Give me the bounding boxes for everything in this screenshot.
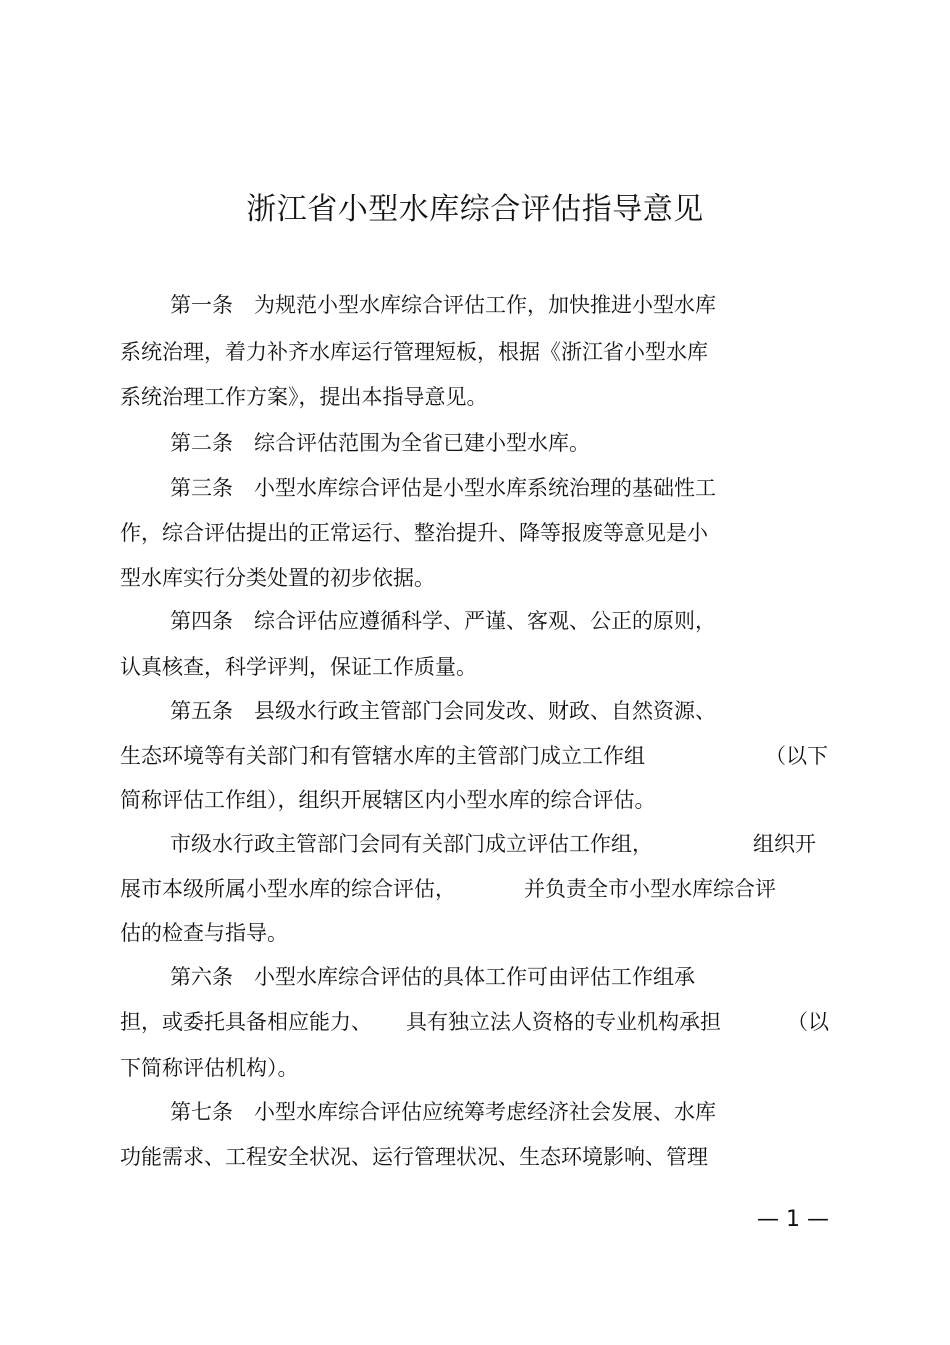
article-7-line-2: 功能需求、工程安全状况、运行管理状况、生态环境影响、管理 (120, 1145, 708, 1169)
article-6-line-3: 下简称评估机构）。 (120, 1056, 299, 1080)
paragraph-municipal-line-1: 市级水行政主管部门会同有关部门成立评估工作组， (170, 832, 653, 856)
article-5-line-3: 简称评估工作组），组织开展辖区内小型水库的综合评估。 (120, 788, 656, 812)
article-6-line-1: 第六条 小型水库综合评估的具体工作可由评估工作组承 (170, 965, 695, 989)
article-5-line-1: 第五条 县级水行政主管部门会同发改、财政、自然资源、 (170, 699, 716, 723)
article-4-line-1: 第四条 综合评估应遵循科学、严谨、客观、公正的原则， (170, 609, 716, 633)
article-6-line-2: 担，或委托具备相应能力、 (120, 1010, 372, 1034)
article-2-line-1: 第二条 综合评估范围为全省已建小型水库。 (170, 431, 590, 455)
paragraph-municipal-line-1-end: 组织开 (753, 832, 816, 856)
page-number: — 1 — (757, 1207, 829, 1232)
article-6-line-2-middle: 具有独立法人资格的专业机构承担 (406, 1010, 721, 1034)
article-3-line-2: 作，综合评估提出的正常运行、整治提升、降等报废等意见是小 (120, 521, 708, 545)
article-7-line-1: 第七条 小型水库综合评估应统筹考虑经济社会发展、水库 (170, 1100, 716, 1124)
paragraph-municipal-line-2: 展市本级所属小型水库的综合评估， (120, 877, 456, 901)
paragraph-municipal-line-3: 估的检查与指导。 (120, 921, 288, 945)
article-6-line-2-end: （以 (787, 1010, 829, 1034)
article-5-line-2-end: （以下 (765, 744, 828, 768)
article-4-line-2: 认真核查，科学评判，保证工作质量。 (120, 655, 477, 679)
document-title: 浙江省小型水库综合评估指导意见 (246, 192, 704, 227)
article-1-line-2: 系统治理，着力补齐水库运行管理短板，根据《浙江省小型水库 (120, 340, 708, 364)
paragraph-municipal-line-2-end: 并负责全市小型水库综合评 (524, 877, 776, 901)
article-5-line-2: 生态环境等有关部门和有管辖水库的主管部门成立工作组 (120, 744, 645, 768)
article-1-line-1: 第一条 为规范小型水库综合评估工作，加快推进小型水库 (170, 293, 716, 317)
article-1-line-3: 系统治理工作方案》，提出本指导意见。 (120, 385, 488, 409)
article-3-line-3: 型水库实行分类处置的初步依据。 (120, 566, 435, 590)
article-3-line-1: 第三条 小型水库综合评估是小型水库系统治理的基础性工 (170, 476, 716, 500)
